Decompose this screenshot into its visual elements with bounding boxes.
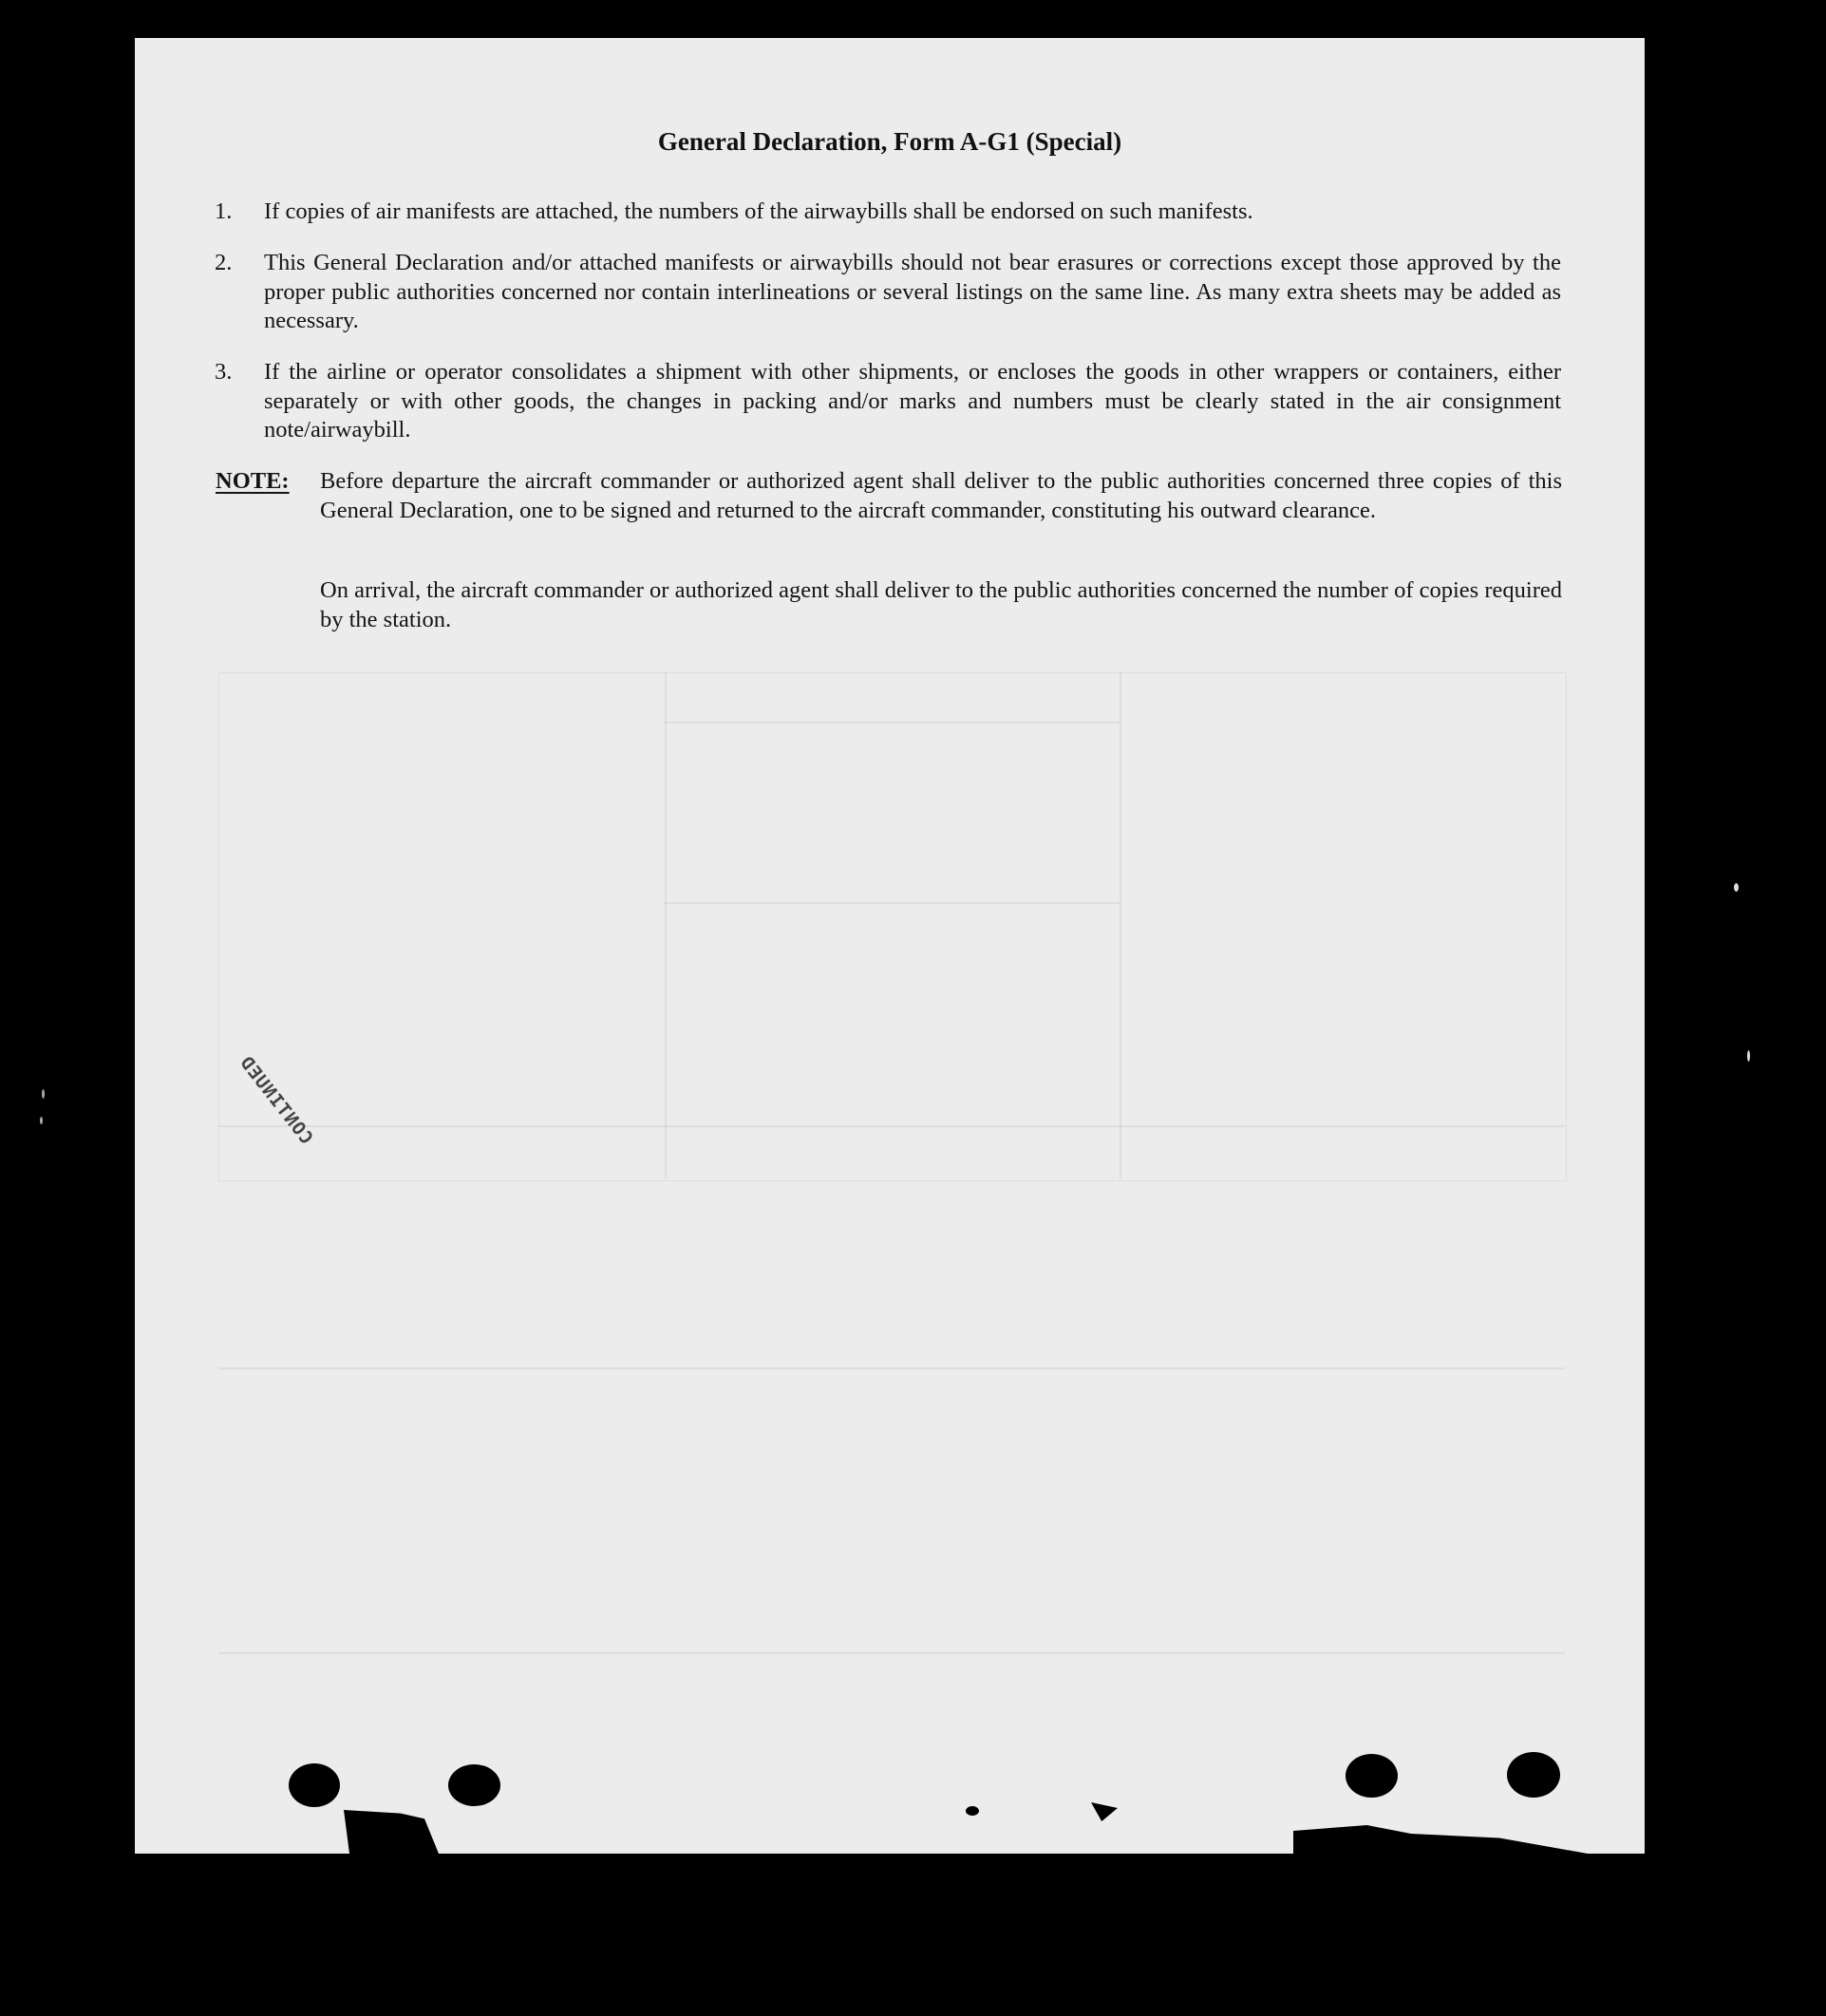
torn-edge xyxy=(1091,1802,1118,1821)
torn-edge xyxy=(344,1810,439,1854)
ghost-form-rule xyxy=(218,1367,1565,1369)
svg-text:CONTINUED: CONTINUED xyxy=(235,1051,317,1149)
ghost-form-divider xyxy=(1120,672,1121,1179)
punch-hole xyxy=(448,1764,500,1806)
document-page xyxy=(135,38,1645,1854)
item-number: 2. xyxy=(215,250,233,275)
item-number: 3. xyxy=(215,359,233,385)
ghost-form-divider xyxy=(665,672,667,1179)
ghost-form-rule xyxy=(665,902,1120,904)
torn-edge xyxy=(966,1806,979,1816)
item-text: If the airline or operator consolidates a shipment with other shipments, or encloses the goods in other wrappers or containers, either separately or with other goods, the changes in packing and/or marks and numbers must be clearly stated in the air consignment note/airwaybill. xyxy=(264,359,1561,443)
note-arrival-paragraph: On arrival, the aircraft commander or authorized agent shall deliver to the public authorities concerned the number of copies required by the station. xyxy=(320,577,1562,632)
speck xyxy=(1734,883,1739,892)
list-item xyxy=(215,249,1561,336)
speck xyxy=(40,1117,43,1124)
ghost-form-rule xyxy=(665,722,1120,724)
page-title: General Declaration, Form A-G1 (Special) xyxy=(657,127,1122,156)
torn-edge xyxy=(1293,1825,1588,1854)
list-item xyxy=(215,358,1561,445)
list-item xyxy=(215,198,1561,227)
ghost-form-box xyxy=(218,672,1567,1181)
ghost-form-rule xyxy=(218,1652,1565,1654)
note-label: NOTE: xyxy=(216,468,290,494)
speck xyxy=(1747,1050,1750,1062)
punch-hole xyxy=(1346,1754,1398,1798)
punch-hole xyxy=(1507,1752,1560,1798)
note-text: Before departure the aircraft commander or authorized agent shall deliver to the public authorities concerned three copies of this General Declaration, one to be signed and returned to the aircraft commander, constituting his outward clearance. xyxy=(320,468,1562,523)
item-number: 1. xyxy=(215,198,233,224)
punch-hole xyxy=(289,1763,340,1807)
note-block xyxy=(216,467,1562,525)
ghost-form-rule xyxy=(218,1125,1565,1127)
speck xyxy=(42,1089,45,1099)
item-text: If copies of air manifests are attached, the numbers of the airwaybills shall be endorsed on such manifests. xyxy=(264,198,1253,224)
item-text: This General Declaration and/or attached manifests or airwaybills should not bear erasures or corrections except those approved by the proper public authorities concerned nor contain interlineations or several listings on the same line. As many extra sheets may be added as necessary. xyxy=(264,250,1561,333)
